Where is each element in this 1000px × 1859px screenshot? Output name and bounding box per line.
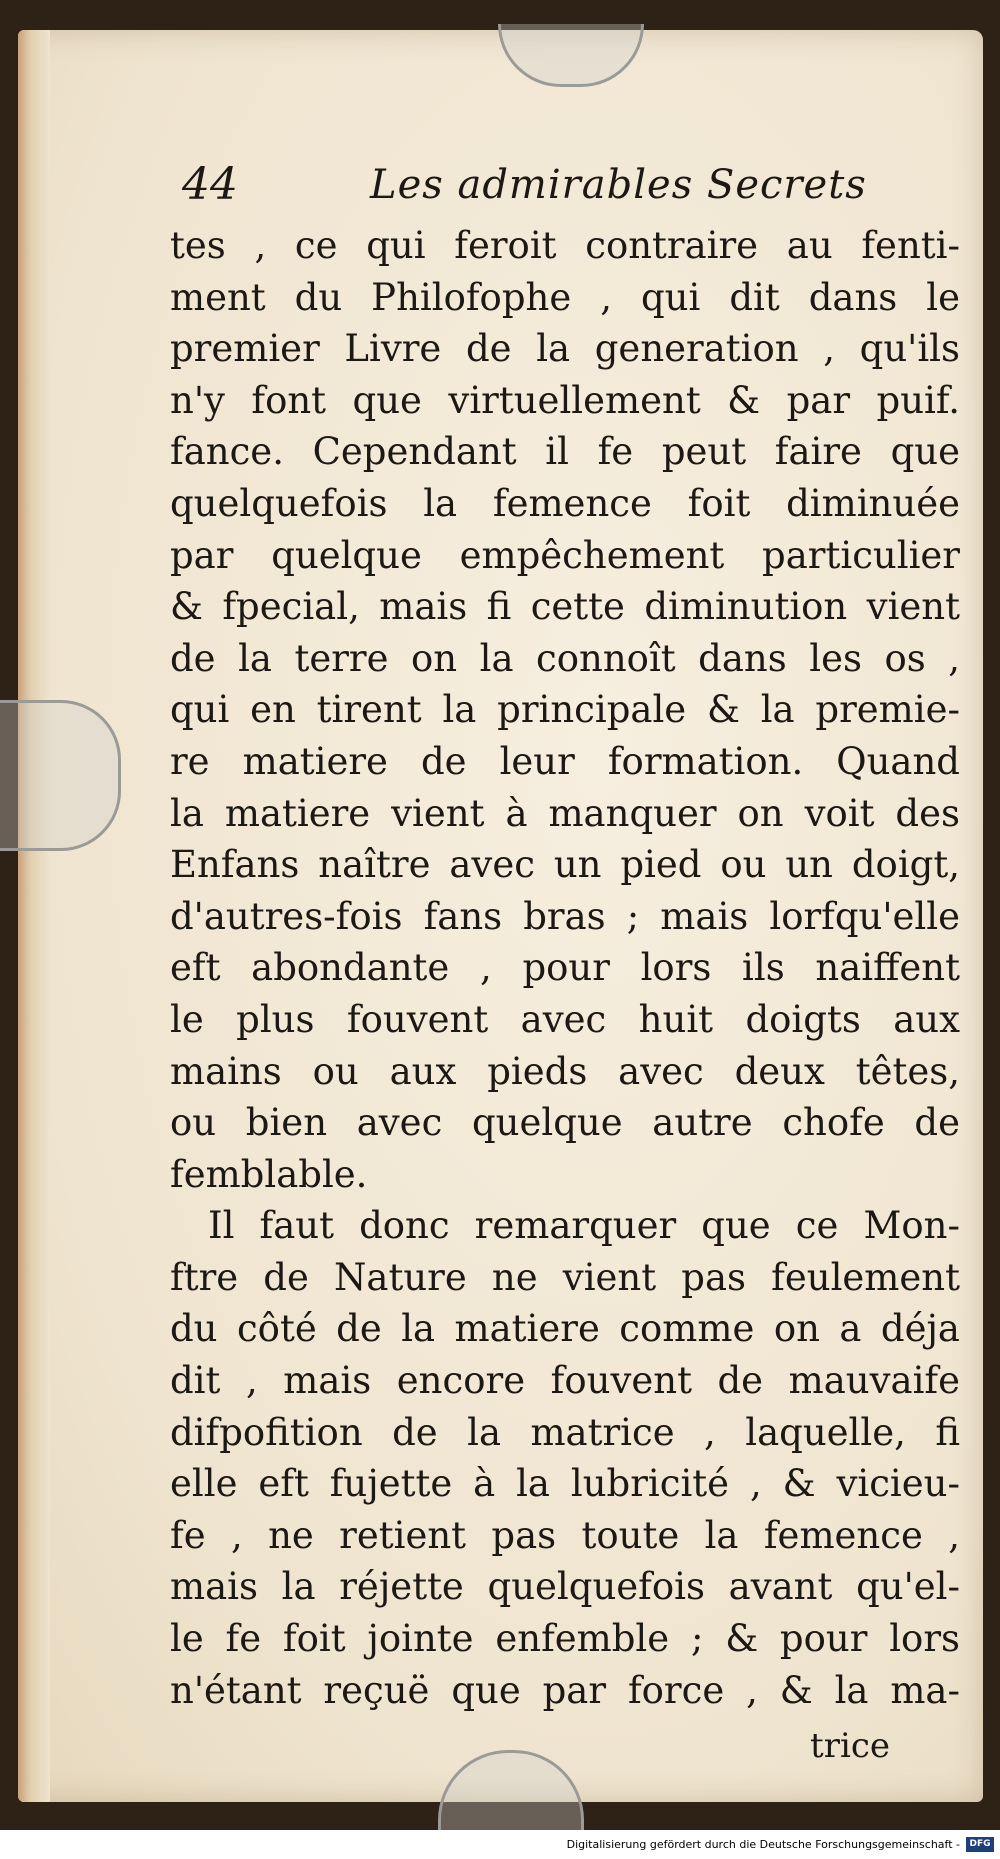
- catchword-row: [170, 1716, 960, 1776]
- text-line: tes , ce qui feroit contraire au fenti-: [170, 224, 960, 267]
- text-line: de la terre on la connoît dans les os ,: [170, 636, 960, 680]
- text-line: du côté de la matiere comme on a déja: [170, 1307, 960, 1351]
- left-clip: [0, 700, 121, 851]
- text-line: le fe foit jointe enfemble ; & pour lors: [170, 1617, 960, 1661]
- running-title: Les admirables Secrets: [370, 162, 867, 208]
- text-line: n'étant reçuë que par force , & la ma-: [170, 1668, 960, 1712]
- text-line: le plus fouvent avec huit doigts aux: [170, 997, 960, 1041]
- text-line: d'autres-fois fans bras ; mais lorfqu'elle: [170, 894, 960, 938]
- text-line: Enfans naître avec un pied ou un doigt,: [170, 843, 960, 887]
- text-line: qui en tirent la principale & la premie-: [170, 688, 960, 732]
- text-line: mais la réjette quelquefois avant qu'el-: [170, 1565, 960, 1609]
- text-line: Il faut donc remarquer que ce Mon-: [208, 1204, 960, 1248]
- text-line: femblable.: [170, 1152, 368, 1196]
- text-line: ou bien avec quelque autre chofe de: [170, 1101, 960, 1145]
- text-line: quelquefois la femence foit diminuée: [170, 481, 960, 525]
- text-line: & fpecial, mais fi cette diminution vient: [170, 585, 960, 629]
- running-head: [170, 150, 960, 220]
- text-line: fe , ne retient pas toute la femence ,: [170, 1513, 960, 1557]
- text-line: difpofition de la matrice , laquelle, fi: [170, 1410, 960, 1454]
- top-clip: [498, 24, 644, 87]
- digitization-footer: [0, 1830, 1000, 1859]
- text-line: dit , mais encore fouvent de mauvaife: [170, 1359, 960, 1403]
- text-line: re matiere de leur formation. Quand: [170, 739, 960, 783]
- text-line: eft abondante , pour lors ils naiffent: [170, 946, 960, 990]
- text-line: ment du Philofophe , qui dit dans le: [170, 275, 960, 319]
- dfg-logo: DFG: [966, 1837, 994, 1852]
- text-line: elle eft fujette à la lubricité , & vicieu-: [170, 1462, 960, 1506]
- text-line: par quelque empêchement particulier: [170, 533, 960, 577]
- page-spine-edge: [18, 30, 50, 1802]
- text-line: ftre de Nature ne vient pas feulement: [170, 1255, 960, 1299]
- footer-credit: Digitalisierung gefördert durch die Deutsche Forschungsgemeinschaft -: [566, 1838, 960, 1851]
- catchword: trice: [810, 1726, 890, 1767]
- text-line: la matiere vient à manquer on voit des: [170, 791, 960, 835]
- text-line: n'y font que virtuellement & par puif.: [170, 378, 960, 422]
- text-line: premier Livre de la generation , qu'ils: [170, 327, 960, 371]
- body-text: [170, 220, 960, 1716]
- page-number: 44: [182, 159, 238, 210]
- page-text-block: [170, 150, 960, 1776]
- text-line: mains ou aux pieds avec deux têtes,: [170, 1049, 960, 1093]
- text-line: fance. Cependant il fe peut faire que: [170, 430, 960, 474]
